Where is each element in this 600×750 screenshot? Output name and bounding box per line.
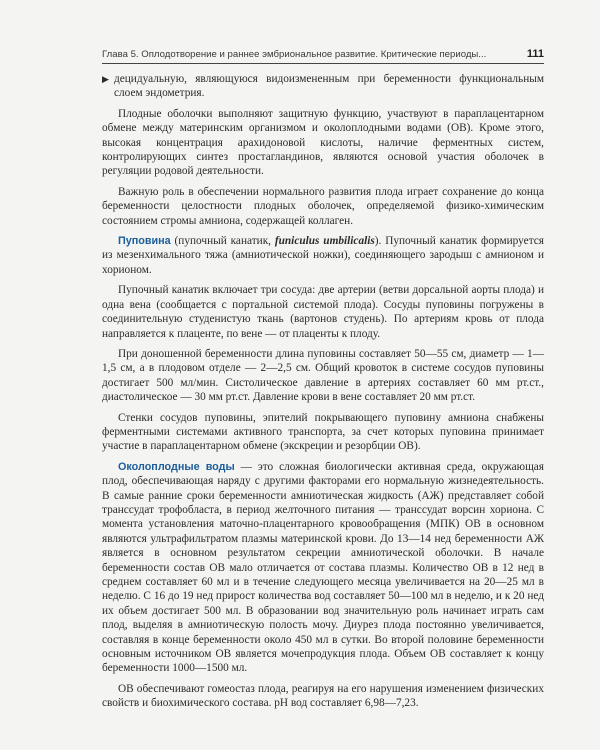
bullet-paragraph <box>102 72 544 101</box>
paragraph-amniotic-fluid <box>102 460 544 676</box>
bullet-text: децидуальную, являющуюся видоизмененным при беременности функциональным слоем эндометрия. <box>114 73 544 100</box>
latin-term: funiculus umbilicalis <box>274 235 375 248</box>
header-rule <box>102 63 544 64</box>
paragraph-membranes-integrity: Важную роль в обеспечении нормального развития плода играет сохранение до конца беременности целостности плодных оболочек, определяемой физико-химическим состоянием стромы амниона, содержащей коллаген. <box>102 185 544 227</box>
term-umbilical-cord: Пуповина <box>118 235 171 248</box>
page-number: 111 <box>526 48 544 60</box>
body-text <box>102 72 544 717</box>
paragraph-umbilical-cord <box>102 234 544 277</box>
triangle-bullet-icon: ▶ <box>102 74 109 84</box>
paragraph-cord-dimensions: При доношенной беременности длина пуповины составляет 50—55 см, диаметр — 1—1,5 см, а в плодовом отделе — 2—2,5 см. Общий кровоток в системе сосудов пуповины достигает 500 мл/мин. Систолическое давление в артериях составляет 60 мм рт.ст., диастолическое — 30 мм рт.ст. Давление крови в вене составляет 20 мм рт.ст. <box>102 347 544 404</box>
chapter-title: Глава 5. Оплодотворение и раннее эмбриональное развитие. Критические периоды... <box>102 49 487 60</box>
paragraph-cord-vessel-walls: Стенки сосудов пуповины, эпителий покрывающего пуповину амниона снабжены ферментными системами активного транспорта, за счет которых пуповина принимает участие в параплацентарном обмене (экскреции и резорбции ОВ). <box>102 411 544 453</box>
paragraph-text: ). Пупочный канатик формируется из мезенхимального тяжа (амниотической ножки), соединяющего зародыш с амнионом и хорионом. <box>102 235 544 276</box>
paragraph-text: (пупочный канатик, <box>170 235 275 248</box>
paragraph-text: — это сложная биологически активная среда, окружающая плод, обеспечивающая наряду с другими факторами его нормальную жизнедеятельность. В самые ранние сроки беременности амниотическая жидкость (АЖ) представляет собой транссудат трофобласта, в период желточного питания — транссудат ворсин хориона. С момента установления маточно-плацентарного кровообращения (МПК) ОВ в основном являются ультрафильтратом плазмы материнской крови. До 13—14 нед беременности АЖ является в основном результатом секреции амниотической оболочки. В начале беременности состав ОВ мало отличается от состава плазмы. Количество ОВ в 12 нед в среднем составляет 60 мл и в течение следующего месяца увеличивается на 20—25 мл в неделю. С 16 до 19 нед прирост количества вод составляет 50—100 мл в неделю, и к 20 нед их объем достигает 500 мл. В образовании вод значительную роль начинает играть сам плод, выделяя в амниотическую полость мочу. Диурез плода постоянно увеличивается, составляя в конце беременности около 450 мл в сутки. Во второй половине беременности основным источником ОВ является мочепродукция плода. Объем ОВ составляет к концу беременности 1000—1500 мл. <box>102 460 544 675</box>
paragraph-membranes-function: Плодные оболочки выполняют защитную функцию, участвуют в параплацентарном обмене между материнским организмом и околоплодными водами (ОВ). Кроме этого, высокая концентрация арахидоновой кислоты, наличие ферментных систем, контролирующих синтез простагландинов, являются основой участия оболочек в регуляции родовой деятельности. <box>102 107 544 178</box>
paragraph-homeostasis: ОВ обеспечивают гомеостаз плода, реагируя на его нарушения изменением физических свойств и биохимического состава. pH вод составляет 6,98—7,23. <box>102 682 544 710</box>
paragraph-cord-vessels: Пупочный канатик включает три сосуда: две артерии (ветви дорсальной аорты плода) и одна вена (сообщается с портальной системой плода). Сосуды пуповины погружены в соединительную студенистую ткань (вартонов студень). По артериям кровь от плода направляется к плаценте, по вене — от плаценты к плоду. <box>102 284 544 340</box>
running-head <box>102 48 544 60</box>
term-amniotic-fluid: Околоплодные воды <box>118 460 235 473</box>
